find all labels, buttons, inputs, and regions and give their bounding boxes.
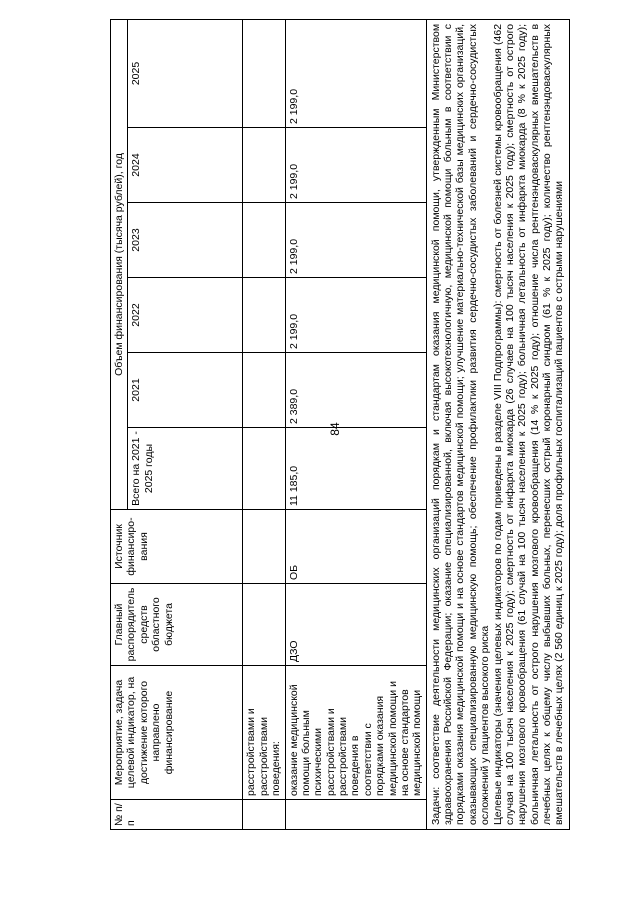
row-num [285,800,426,830]
tasks-text: Задачи: соответствие деятельности медицинских организаций порядкам и стандартам оказания медицинской помощи, утвержденным Министерством здравоохранения Российской Федерации; оказание специализированной, включая высокотехнологичную, медицинской помощи больным в соответствии с порядками оказания медицинской помощи и на основе стандартов медицинской помощи; улучшение материально-технической базы медицинских организаций, оказывающих специализированную медицинскую помощь; обеспечение профилактики развития сердечно-сосудистых заболеваний и сердечно-сосудистых осложнений у пациентов высокого риска [429,23,492,825]
row-value-2021: 2 389,0 [285,353,426,428]
header-year-2025: 2025 [128,19,243,127]
header-source: Источник финансиро-вания [111,510,243,584]
header-num: № п/п [111,800,243,830]
header-year-2024: 2024 [128,128,243,203]
row-source [243,510,285,584]
header-volume-group: Объем финансирования (тысяча рублей), год [111,19,128,509]
page-number: 84 [328,422,342,436]
row-administrator [243,584,285,666]
header-measure: Мероприятие, задача целевой индикатор, на достижение которого направлено финансирование [111,666,243,800]
tasks-cell [426,19,569,829]
row-value-2023: 2 199,0 [285,203,426,278]
row-total [243,428,285,510]
row-num [243,800,285,830]
row-measure: расстройствами и расстройствами поведения: [243,666,285,800]
rotated-page-content [110,20,620,830]
row-total: 11 185,0 [285,428,426,510]
row-value-2025: 2 199,0 [285,19,426,127]
row-value-2024 [243,128,285,203]
header-administrator: Главный распорядитель средств областного бюджета [111,584,243,666]
header-row-1 [111,19,128,829]
row-value-2025 [243,19,285,127]
header-year-2022: 2022 [128,278,243,353]
row-measure: оказание медицинской помощи больным психическими расстройствами и расстройствами поведения в соответствии с порядками оказания медицинской помощи и на основе стандартов медицинской помощи [285,666,426,800]
financing-table [110,19,570,830]
tasks-row [426,19,569,829]
row-value-2021 [243,353,285,428]
row-administrator: ДЗО [285,584,426,666]
header-total: Всего на 2021 - 2025 годы [128,428,243,510]
row-value-2024: 2 199,0 [285,128,426,203]
row-value-2022: 2 199,0 [285,278,426,353]
row-value-2022 [243,278,285,353]
row-source: ОБ [285,510,426,584]
table-row [285,19,426,829]
header-year-2021: 2021 [128,353,243,428]
header-year-2023: 2023 [128,203,243,278]
table-row [243,19,285,829]
row-value-2023 [243,203,285,278]
indicators-text: Целевые индикаторы (значения целевых индикаторов по годам приведены в разделе VIII Подпрограммы): смертность от болезней системы кровообращения (462 случая на 100 тысяч населения к 2025 году); смертность от инфаркта миокарда (26 случаев на 100 тысяч населения к 2025 году); смертность от острого нарушения мозгового кровообращения (61 случай на 100 тысяч населения к 2025 году); больничная летальность от инфаркта миокарда (8 % к 2025 году); больничная летальность от острого нарушения мозгового кровообращения (14 % к 2025 году); отношение числа рентгенэндоваскулярных вмешательств в лечебных целях к общему числу выбывших больных, перенесших острый коронарный синдром (61 % к 2025 году); количество рентгенэндоваскулярных вмешательств в лечебных целях (2 560 единиц к 2025 году); доля профильных госпитализаций пациентов с острыми нарушениями [491,23,566,825]
